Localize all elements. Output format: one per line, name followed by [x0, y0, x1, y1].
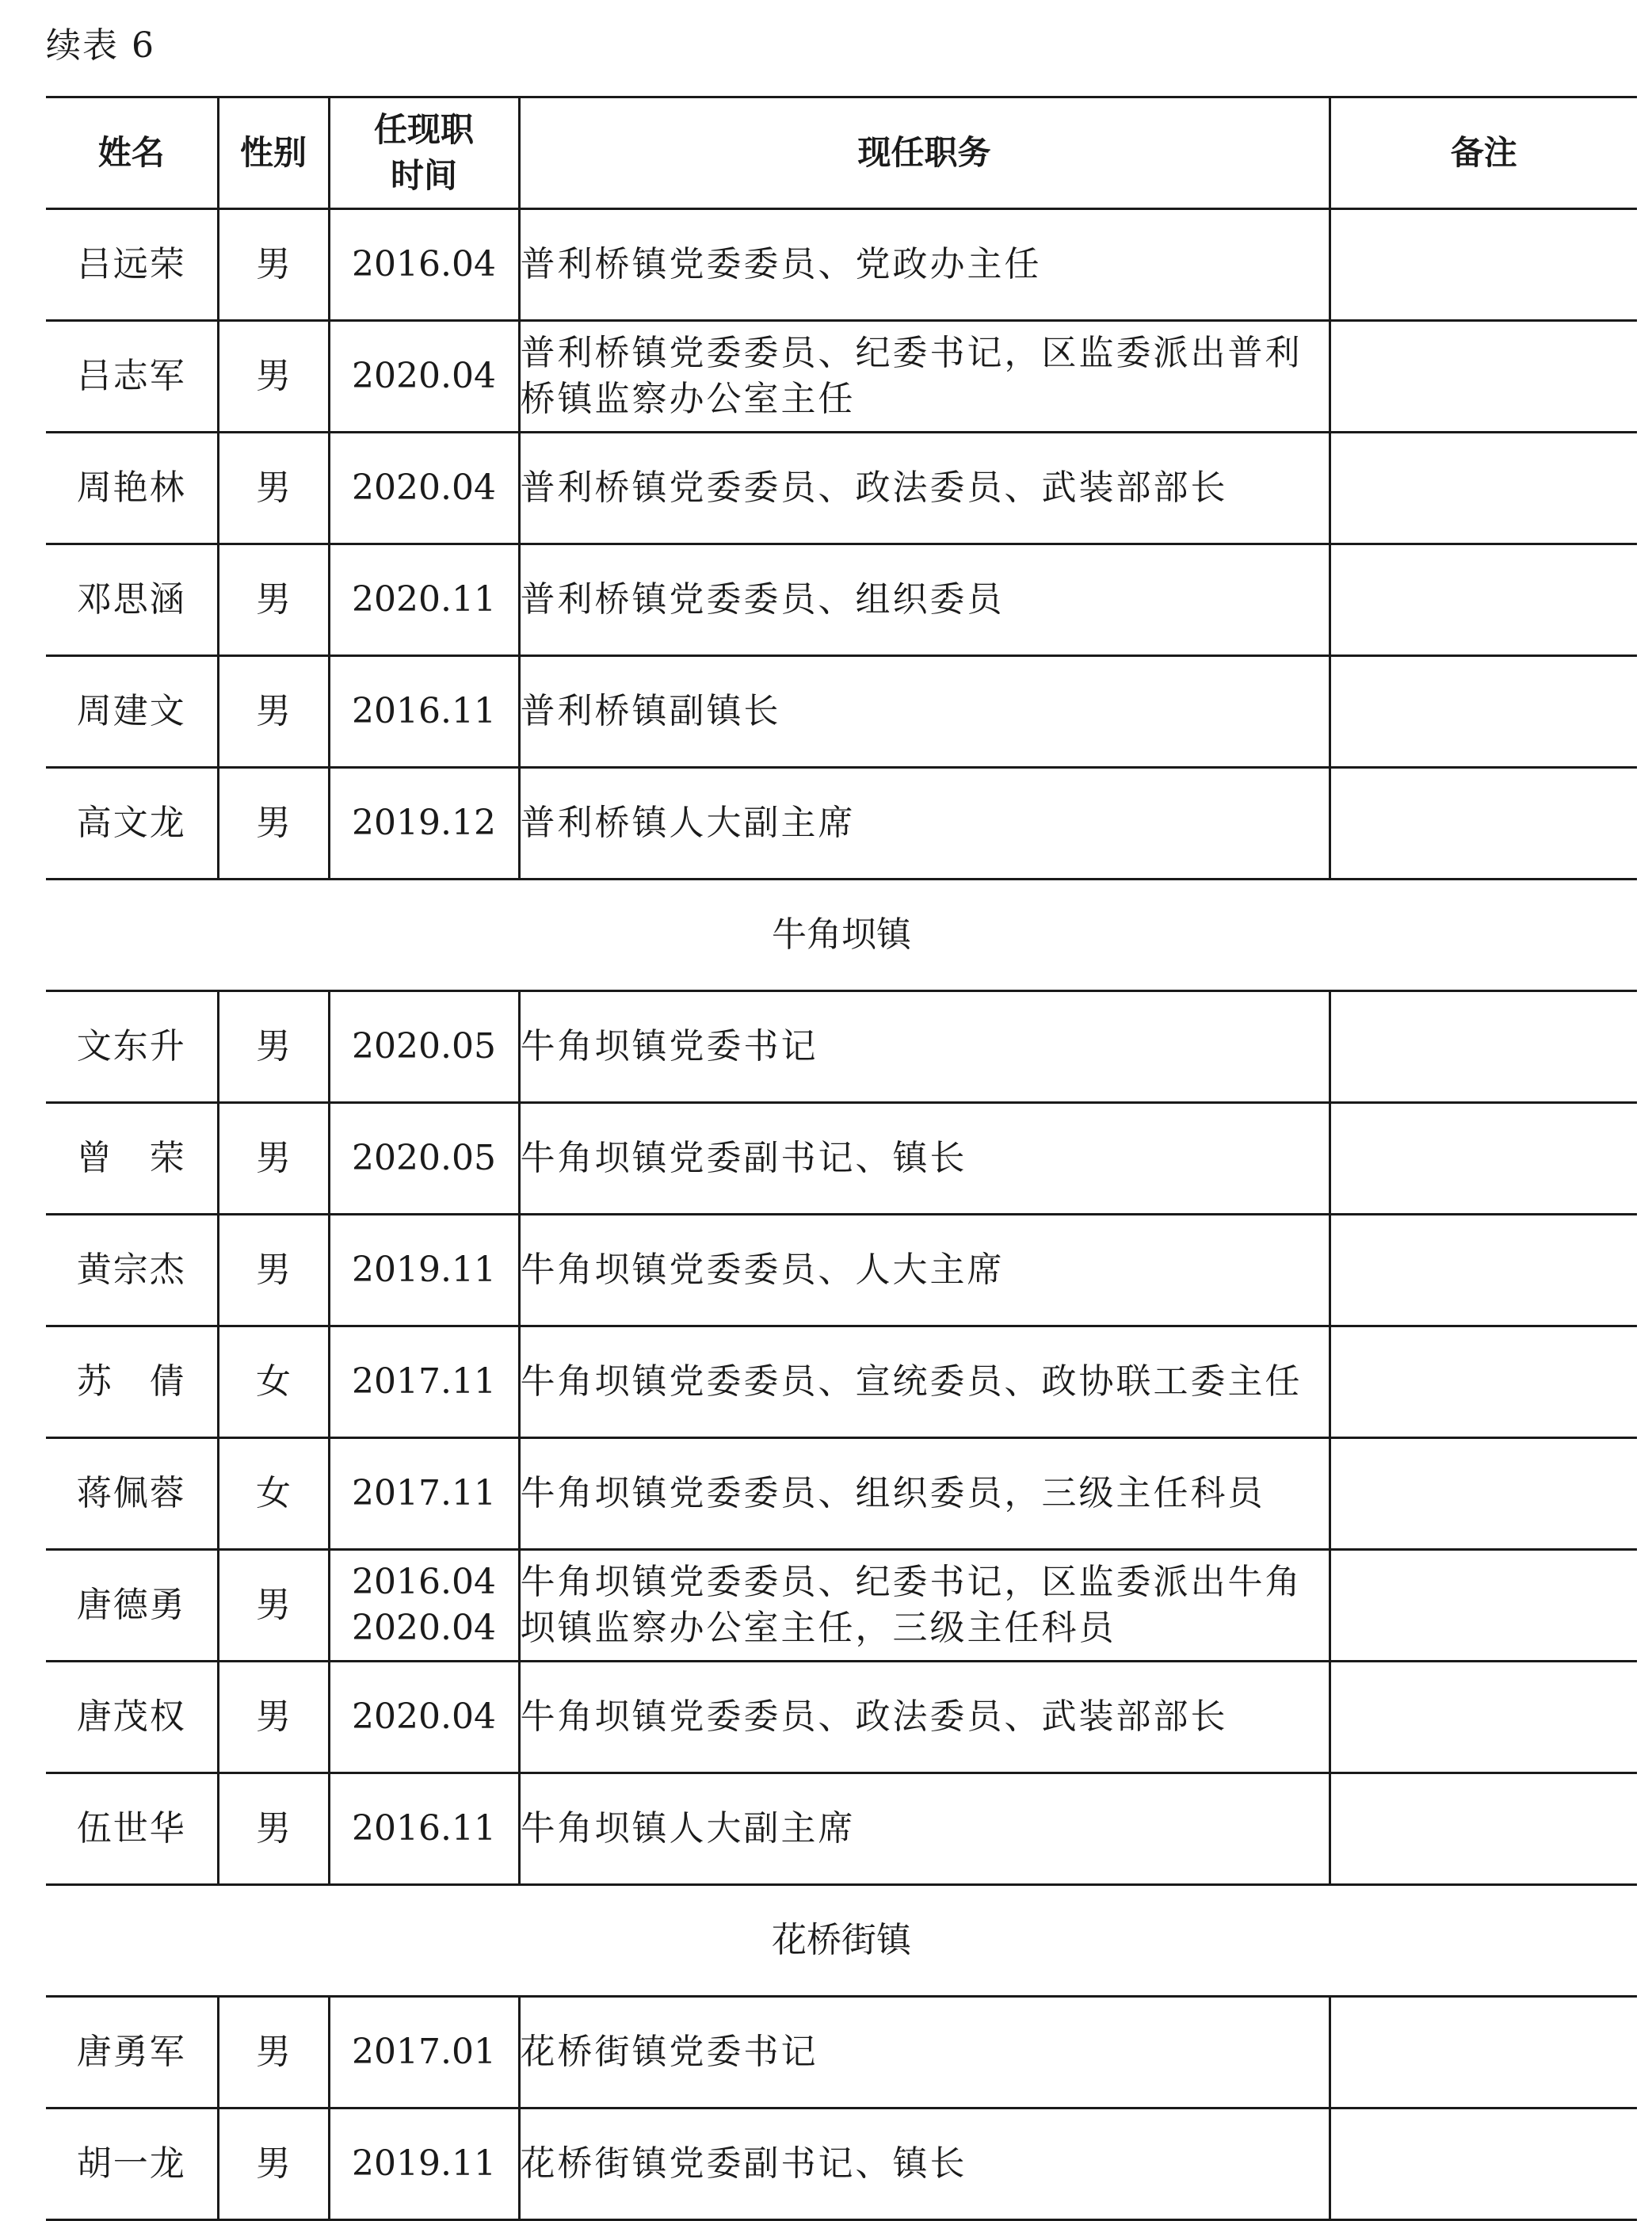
note-cell [1330, 1215, 1637, 1326]
table-caption: 续表 6 [46, 25, 155, 66]
table-row [46, 1215, 1637, 1326]
table-row [46, 1997, 1637, 2108]
start-date-cell [329, 544, 519, 656]
gender-cell: 男 [218, 1773, 329, 1885]
duty-cell: 花桥街镇党委书记 [519, 1997, 1330, 2108]
start-date: 2020.04 [352, 1696, 496, 1737]
duty-cell: 牛角坝镇党委书记 [519, 991, 1330, 1103]
table-row [46, 209, 1637, 321]
note-cell [1330, 1773, 1637, 1885]
header-gender: 性别 [218, 97, 329, 209]
start-date-cell [329, 1215, 519, 1326]
header-note: 备注 [1330, 97, 1637, 209]
name-cell: 高文龙 [46, 768, 218, 880]
gender-cell: 男 [218, 2108, 329, 2220]
note-cell [1330, 1550, 1637, 1662]
note-cell [1330, 1103, 1637, 1215]
note-cell [1330, 991, 1637, 1103]
table-row [46, 768, 1637, 880]
duty-cell: 普利桥镇党委委员、纪委书记，区监委派出普利桥镇监察办公室主任 [519, 321, 1330, 433]
start-date: 2019.11 [352, 2143, 496, 2184]
gender-cell: 女 [218, 1438, 329, 1550]
table-row [46, 1103, 1637, 1215]
start-date: 2017.11 [352, 1473, 496, 1513]
start-date-cell [329, 656, 519, 768]
start-date-cell [329, 1662, 519, 1773]
section-title: 牛角坝镇 [46, 880, 1637, 991]
header-start-date [329, 97, 519, 209]
start-date: 2017.01 [352, 2032, 496, 2072]
name-cell: 吕志军 [46, 321, 218, 433]
note-cell [1330, 2108, 1637, 2220]
start-date: 2019.11 [352, 1250, 496, 1290]
table-row [46, 656, 1637, 768]
table-row [46, 1773, 1637, 1885]
start-date-cell [329, 321, 519, 433]
gender-cell: 男 [218, 209, 329, 321]
table-row [46, 433, 1637, 544]
duty-cell: 牛角坝镇党委委员、纪委书记，区监委派出牛角坝镇监察办公室主任，三级主任科员 [519, 1550, 1330, 1662]
name-cell: 胡一龙 [46, 2108, 218, 2220]
section-title: 花桥街镇 [46, 1885, 1637, 1997]
gender-cell: 男 [218, 433, 329, 544]
gender-cell: 男 [218, 1103, 329, 1215]
start-date: 2016.04 [352, 1562, 496, 1602]
name-cell: 周建文 [46, 656, 218, 768]
gender-cell: 男 [218, 768, 329, 880]
header-row [46, 97, 1637, 209]
note-cell [1330, 209, 1637, 321]
table-row [46, 1550, 1637, 1662]
start-date-cell [329, 991, 519, 1103]
table-row [46, 991, 1637, 1103]
gender-cell: 男 [218, 321, 329, 433]
header-name: 姓名 [46, 97, 218, 209]
table-row [46, 544, 1637, 656]
duty-cell: 牛角坝镇党委委员、组织委员，三级主任科员 [519, 1438, 1330, 1550]
start-date: 2020.04 [352, 467, 496, 508]
header-duty: 现任职务 [519, 97, 1330, 209]
name-cell: 蒋佩蓉 [46, 1438, 218, 1550]
name-cell: 唐勇军 [46, 1997, 218, 2108]
name-cell: 伍世华 [46, 1773, 218, 1885]
gender-cell: 男 [218, 1662, 329, 1773]
table-body [46, 209, 1637, 2220]
note-cell [1330, 1326, 1637, 1438]
note-cell [1330, 1662, 1637, 1773]
table-row [46, 321, 1637, 433]
table-row [46, 1326, 1637, 1438]
start-date: 2020.05 [352, 1026, 496, 1067]
table-row [46, 1662, 1637, 1773]
gender-cell: 男 [218, 1215, 329, 1326]
duty-cell: 牛角坝镇党委委员、政法委员、武装部部长 [519, 1662, 1330, 1773]
name-cell: 唐茂权 [46, 1662, 218, 1773]
table-row [46, 2108, 1637, 2220]
cadre-table [46, 96, 1637, 2221]
note-cell [1330, 321, 1637, 433]
start-date: 2020.05 [352, 1138, 496, 1178]
section-row [46, 880, 1637, 991]
note-cell [1330, 1438, 1637, 1550]
name-cell: 邓思涵 [46, 544, 218, 656]
table-row [46, 1438, 1637, 1550]
gender-cell: 男 [218, 991, 329, 1103]
start-date: 2020.11 [352, 579, 496, 620]
start-date-cell [329, 1326, 519, 1438]
note-cell [1330, 433, 1637, 544]
start-date-cell [329, 1438, 519, 1550]
name-cell: 黄宗杰 [46, 1215, 218, 1326]
start-date-cell [329, 1997, 519, 2108]
duty-cell: 普利桥镇党委委员、政法委员、武装部部长 [519, 433, 1330, 544]
duty-cell: 普利桥镇党委委员、组织委员 [519, 544, 1330, 656]
start-date-cell [329, 1103, 519, 1215]
header-start-line2: 时间 [390, 156, 457, 195]
start-date-cell [329, 1550, 519, 1662]
gender-cell: 男 [218, 544, 329, 656]
note-cell [1330, 656, 1637, 768]
duty-cell: 牛角坝镇党委委员、人大主席 [519, 1215, 1330, 1326]
duty-cell: 普利桥镇人大副主席 [519, 768, 1330, 880]
gender-cell: 男 [218, 656, 329, 768]
note-cell [1330, 1997, 1637, 2108]
note-cell [1330, 544, 1637, 656]
duty-cell: 普利桥镇副镇长 [519, 656, 1330, 768]
duty-cell: 牛角坝镇党委委员、宣统委员、政协联工委主任 [519, 1326, 1330, 1438]
name-cell: 曾 荣 [46, 1103, 218, 1215]
start-date: 2017.11 [352, 1361, 496, 1402]
duty-cell: 牛角坝镇人大副主席 [519, 1773, 1330, 1885]
name-cell: 唐德勇 [46, 1550, 218, 1662]
start-date-cell [329, 1773, 519, 1885]
note-cell [1330, 768, 1637, 880]
section-row [46, 1885, 1637, 1997]
start-date: 2016.11 [352, 691, 496, 731]
gender-cell: 女 [218, 1326, 329, 1438]
duty-cell: 花桥街镇党委副书记、镇长 [519, 2108, 1330, 2220]
start-date-cell [329, 2108, 519, 2220]
start-date: 2020.04 [352, 1608, 496, 1648]
name-cell: 文东升 [46, 991, 218, 1103]
header-start-line1: 任现职 [373, 110, 474, 149]
start-date-cell [329, 209, 519, 321]
duty-cell: 牛角坝镇党委副书记、镇长 [519, 1103, 1330, 1215]
name-cell: 吕远荣 [46, 209, 218, 321]
gender-cell: 男 [218, 1997, 329, 2108]
start-date: 2020.04 [352, 356, 496, 396]
gender-cell: 男 [218, 1550, 329, 1662]
name-cell: 苏 倩 [46, 1326, 218, 1438]
start-date: 2019.12 [352, 803, 496, 843]
duty-cell: 普利桥镇党委委员、党政办主任 [519, 209, 1330, 321]
start-date: 2016.04 [352, 244, 496, 284]
name-cell: 周艳林 [46, 433, 218, 544]
start-date: 2016.11 [352, 1808, 496, 1849]
start-date-cell [329, 768, 519, 880]
start-date-cell [329, 433, 519, 544]
